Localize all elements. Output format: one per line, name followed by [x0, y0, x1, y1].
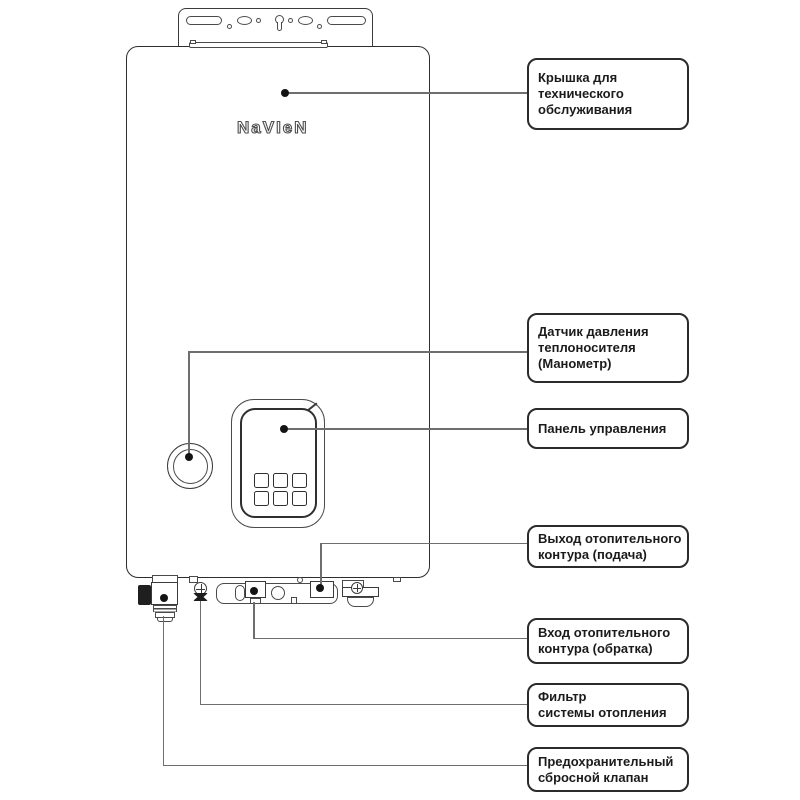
small-hole [297, 577, 303, 583]
callout-line: Панель управления [538, 420, 667, 436]
bracket-hole [317, 24, 322, 29]
callout-heating-supply [527, 525, 689, 568]
callout-safety-valve [527, 747, 689, 792]
callout-line: Предохранительный [538, 753, 674, 769]
rail-tab-right [321, 40, 327, 44]
valve-knob [138, 585, 151, 605]
panel-button [254, 491, 269, 506]
callout-heating-filter [527, 683, 689, 727]
callout-service-cover [527, 58, 689, 130]
panel-button [292, 491, 307, 506]
callout-line: системы отопления [538, 705, 667, 720]
valve-cap-lower [157, 617, 173, 622]
filter-nut [193, 593, 208, 601]
leader-valve-v [163, 616, 165, 766]
callout-line: обслуживания [538, 102, 633, 117]
leader-filter-v [200, 601, 202, 705]
callout-line: Вход отопительного [538, 625, 671, 640]
bracket-slot-left [186, 16, 222, 25]
leader-gauge-h [188, 351, 527, 353]
callout-control-panel [527, 408, 689, 449]
anchor-supply [316, 584, 324, 592]
leader-return-v [253, 602, 255, 639]
return-tag [235, 585, 245, 601]
leader-valve-h [163, 765, 528, 767]
leader-return-h [253, 638, 527, 640]
callout-line: технического [538, 86, 624, 101]
drain-hole [271, 586, 285, 600]
leader-service-cover [285, 92, 527, 94]
keyhole-slot [277, 22, 282, 32]
leader-gauge-v [188, 351, 190, 457]
anchor-panel [280, 425, 288, 433]
bracket-hole [256, 18, 261, 23]
callout-line: Датчик давления [538, 324, 649, 339]
panel-button [273, 473, 288, 488]
callout-line: (Манометр) [538, 356, 612, 371]
brand-logo: NaVIeN [237, 118, 309, 137]
callout-line: Выход отопительного [538, 530, 682, 546]
bracket-oval-right [298, 16, 313, 25]
anchor-return [250, 587, 258, 595]
gas-valve-cap [347, 597, 374, 607]
return-fitting-cap [250, 598, 261, 604]
callout-line: контура (подача) [538, 546, 647, 562]
hanging-rail [189, 42, 328, 48]
anchor-gauge [185, 453, 193, 461]
callout-line: контура (обратка) [538, 641, 653, 656]
bracket-slot-right [327, 16, 366, 25]
panel-button [273, 491, 288, 506]
callout-pressure-gauge [527, 313, 689, 383]
small-port [291, 597, 297, 604]
valve-thread [153, 605, 177, 612]
leader-filter-h [200, 704, 528, 706]
callout-line: сбросной клапан [538, 769, 649, 785]
bracket-hole [227, 24, 232, 29]
rail-tab-left [190, 40, 196, 44]
leader-panel [284, 428, 527, 430]
anchor-valve [160, 594, 168, 602]
leader-supply-v [320, 543, 322, 589]
callout-line: Фильтр [538, 689, 587, 704]
case-bottom-tab [393, 577, 401, 582]
callout-heating-return [527, 618, 689, 664]
leader-supply-h [320, 543, 527, 545]
bracket-hole [288, 18, 293, 23]
callout-line: теплоносителя [538, 340, 636, 355]
gas-valve-screw [351, 582, 363, 594]
anchor-service-cover [281, 89, 289, 97]
panel-button [292, 473, 307, 488]
bracket-oval-left [237, 16, 252, 25]
panel-button [254, 473, 269, 488]
callout-line: Крышка для [538, 70, 618, 85]
